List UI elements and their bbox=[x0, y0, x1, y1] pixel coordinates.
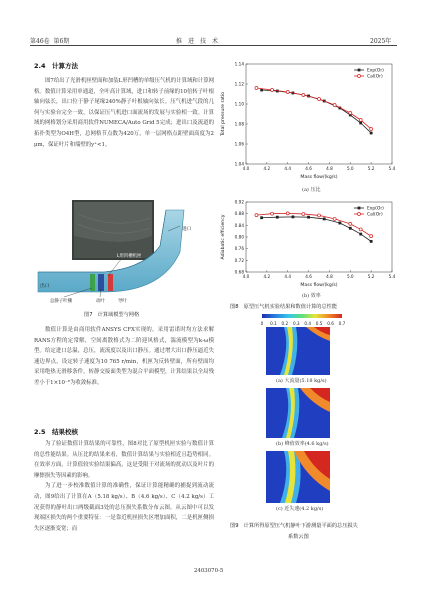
x-axis-label: Mass flow/(kg/s) bbox=[300, 283, 338, 288]
y-tick-label: 1.14 bbox=[234, 61, 244, 67]
data-point bbox=[370, 132, 373, 135]
data-point bbox=[338, 222, 341, 225]
y-tick-label: 0.80 bbox=[234, 234, 244, 240]
header-rule bbox=[30, 45, 397, 46]
stator-row bbox=[108, 274, 113, 291]
x-tick-label: 5.0 bbox=[346, 166, 354, 171]
validation-paragraph-2: 为了进一步校准数值计算的准确性，保证计算能精确的捕捉到流动流动，图9给出了计算在A（5.18 kg/s）、B（4.6 kg/s）、C（4.2 kg/s）工况获得的静叶出口两级截面3处的总压损失系数分布云图。从云图中可以发现端区损失的两个重要特征：一是靠近机匣损失区增加面积，二是机匣侧损失区逐渐变宽；而 bbox=[34, 483, 214, 532]
x-tick-label: 4.4 bbox=[284, 166, 292, 171]
label-guide: 导叶 bbox=[118, 299, 127, 304]
label-stator: 动叶 bbox=[96, 299, 105, 304]
data-point bbox=[349, 227, 352, 230]
data-point bbox=[307, 216, 310, 219]
data-point bbox=[302, 94, 305, 97]
legend-marker bbox=[358, 75, 361, 78]
section-2-5-body bbox=[34, 439, 214, 534]
x-tick-label: 4.8 bbox=[326, 274, 333, 279]
data-point bbox=[359, 233, 362, 236]
legend-label: Exp(Or) bbox=[367, 68, 384, 74]
data-point bbox=[370, 240, 373, 243]
y-axis-label: Adiabatic efficiency bbox=[221, 214, 226, 260]
label-casing: L形凹槽机匣 bbox=[117, 254, 142, 259]
colorbar-tick-label: 0.4 bbox=[304, 321, 312, 326]
header-journal: 推 进 技 术 bbox=[176, 38, 219, 45]
x-tick-label: 4.0 bbox=[242, 166, 250, 171]
data-point bbox=[260, 216, 263, 219]
y-tick-label: 0.92 bbox=[234, 199, 244, 205]
data-point bbox=[255, 87, 258, 90]
validation-paragraph-1: 为了验证数值计算结果的可靠性，图8对比了原型机匣实验与数值计算的总性能结果。从压比的结果来看，数值计算结果与实验相近且趋势相同。在效率方面，计算值较实验结果偏高，这是受限于对流场的扰动以及叶片的摩擦损失等因素的影响。 bbox=[34, 441, 214, 479]
footer-article-id: 2403070-5 bbox=[194, 568, 224, 574]
colorbar-block bbox=[262, 314, 342, 318]
series-line-1 bbox=[256, 213, 371, 236]
contour-a bbox=[266, 327, 330, 375]
data-point bbox=[255, 214, 258, 217]
y-tick-label: 1.12 bbox=[234, 81, 244, 87]
label-rotor: 总静子叶栅 bbox=[50, 299, 72, 304]
figure7-image bbox=[34, 196, 214, 304]
colorbar-ticks bbox=[258, 319, 346, 327]
y-tick-label: 0.76 bbox=[234, 246, 244, 252]
figure9-caption-line1: 图9 计算所得原型压气机静叶下游测量平面的总压损失 bbox=[230, 523, 358, 529]
figure7-caption: 图7 计算域模型与网格 bbox=[84, 312, 140, 318]
colorbar-tick-label: 0.5 bbox=[315, 321, 323, 326]
x-tick-label: 5.4 bbox=[388, 274, 396, 279]
data-point bbox=[302, 212, 305, 215]
figure8a-chart bbox=[218, 58, 398, 186]
legend-label: Exp(Or) bbox=[367, 206, 384, 212]
mesh-block-upper bbox=[74, 202, 152, 242]
colorbar-tick-label: 0.1 bbox=[270, 321, 277, 326]
data-point bbox=[349, 112, 352, 115]
figure7-svg bbox=[34, 196, 214, 304]
figure8b-subcaption: (b) 效率 bbox=[302, 293, 321, 299]
data-point bbox=[318, 98, 321, 101]
contour-b bbox=[266, 388, 330, 438]
y-tick-label: 1.04 bbox=[234, 161, 244, 167]
section-2-4-title: 2.4 计算方法 bbox=[34, 62, 79, 70]
section-2-4-body bbox=[34, 76, 214, 150]
label-inlet: 进口 bbox=[182, 227, 192, 232]
data-point bbox=[359, 228, 362, 231]
colorbar-tick-label: 0.2 bbox=[281, 321, 289, 326]
header-year: 2025年 bbox=[370, 38, 392, 45]
x-tick-label: 4.6 bbox=[305, 166, 312, 171]
y-tick-label: 0.72 bbox=[234, 257, 244, 263]
figure9b-subcaption: (b) 峰值效率(4.6 kg/s) bbox=[276, 441, 329, 447]
x-tick-label: 4.4 bbox=[284, 274, 292, 279]
legend-marker bbox=[358, 69, 361, 72]
x-tick-label: 5.2 bbox=[367, 274, 375, 279]
data-point bbox=[292, 215, 295, 218]
legend-label: Cal(Or) bbox=[367, 212, 383, 218]
colorbar-tick-label: 0.3 bbox=[292, 321, 300, 326]
x-tick-label: 5.2 bbox=[367, 166, 375, 171]
data-point bbox=[359, 119, 362, 122]
contour-c bbox=[266, 451, 330, 503]
rotor-row bbox=[98, 274, 104, 291]
y-axis-label: Total pressure ratio bbox=[221, 91, 226, 137]
colorbar bbox=[262, 314, 342, 318]
header-issue: 第6期 bbox=[53, 38, 70, 45]
data-point bbox=[318, 214, 321, 217]
section-2-4-continued bbox=[34, 325, 214, 389]
x-tick-label: 4.6 bbox=[305, 274, 312, 279]
data-point bbox=[370, 128, 373, 131]
y-tick-label: 1.06 bbox=[234, 141, 244, 147]
x-tick-label: 4.2 bbox=[263, 274, 271, 279]
section-2-5-title: 2.5 结果校核 bbox=[34, 428, 79, 436]
y-tick-label: 0.84 bbox=[234, 222, 244, 228]
x-tick-label: 4.0 bbox=[242, 274, 250, 279]
legend-marker bbox=[358, 207, 361, 210]
data-point bbox=[286, 212, 289, 215]
header-volume-issue bbox=[30, 36, 69, 45]
data-point bbox=[359, 122, 362, 125]
figure9-caption-line2: 系数云图 bbox=[288, 534, 309, 540]
solver-paragraph: 数值计算是由商用软件ANSYS CFX实现的。采用雷诺时均方法求解RANS方程的定常解，空间离散格式为二阶迎风格式，湍流模型为k-ω模型。给定进口总温，总压，流流度以及出口静压。通过增大出口静压逼近失速边界点，设定转子速度为10 765 r/min，机匣为反转壁面，所有壁面均采用绝热无滑移条件，转静交接面类型为混合平面模型，计算结果以全局残差小于1×10⁻⁶为收敛标准。 bbox=[34, 327, 214, 386]
header-volume: 第46卷 bbox=[30, 38, 50, 45]
legend-label: Cal(Or) bbox=[367, 74, 383, 80]
figure8-caption: 图8 原型压气机实验结果和数值计算的总性能 bbox=[230, 304, 338, 310]
y-tick-label: 0.68 bbox=[234, 269, 244, 275]
figure9c-subcaption: (c) 近失速(4.2 kg/s) bbox=[276, 506, 324, 512]
colorbar-tick-label: 0.7 bbox=[338, 321, 346, 326]
y-tick-label: 0.88 bbox=[234, 211, 244, 217]
label-outlet: 出口 bbox=[40, 284, 50, 289]
series-line-0 bbox=[262, 90, 372, 133]
section-2-4-paragraph: 图7给出了光滑机匣壁面和加装L形凹槽的单级压气机的计算域和计算网格。数值计算采用单通道，全叶高计算域，进口和转子前缘的10倍转子叶根轴向弦长，出口位于静子尾缘240%静子叶根轴向弦长。压气机进气段的几何与实验台完全一致，以保证压气机进口面流场的发展与实验相一致。计算域的网格划分采用商用软件NUMECA/Auto Grid 5完成；进出口及流道的拓扑类型为O4H型，总网格节点数为420万，单一层网格点距壁面高度为2 μm，保证叶片和端壁的y⁺<1。 bbox=[34, 78, 214, 148]
data-point bbox=[271, 89, 274, 92]
legend-marker bbox=[358, 213, 361, 216]
data-point bbox=[323, 218, 326, 221]
series-line-1 bbox=[256, 88, 371, 129]
figure8a-subcaption: (a) 压比 bbox=[302, 187, 321, 193]
data-point bbox=[271, 212, 274, 215]
data-point bbox=[370, 235, 373, 238]
y-tick-label: 1.08 bbox=[234, 121, 244, 127]
colorbar-tick-label: 0.6 bbox=[327, 321, 334, 326]
figure9a-subcaption: (a) 大流量(5.18 kg/s) bbox=[276, 378, 327, 384]
data-point bbox=[333, 104, 336, 107]
x-tick-label: 5.0 bbox=[346, 274, 354, 279]
colorbar-tick-label: 0 bbox=[260, 321, 264, 326]
data-point bbox=[286, 91, 289, 94]
x-tick-label: 4.2 bbox=[263, 166, 271, 171]
x-axis-label: Mass flow/(kg/s) bbox=[300, 175, 338, 180]
data-point bbox=[349, 222, 352, 225]
x-tick-label: 5.4 bbox=[388, 166, 396, 171]
x-tick-label: 4.8 bbox=[326, 166, 333, 171]
series-line-0 bbox=[262, 217, 372, 242]
data-point bbox=[276, 216, 279, 219]
data-point bbox=[333, 217, 336, 220]
figure8b-chart bbox=[218, 196, 398, 294]
y-tick-label: 1.10 bbox=[234, 101, 244, 107]
